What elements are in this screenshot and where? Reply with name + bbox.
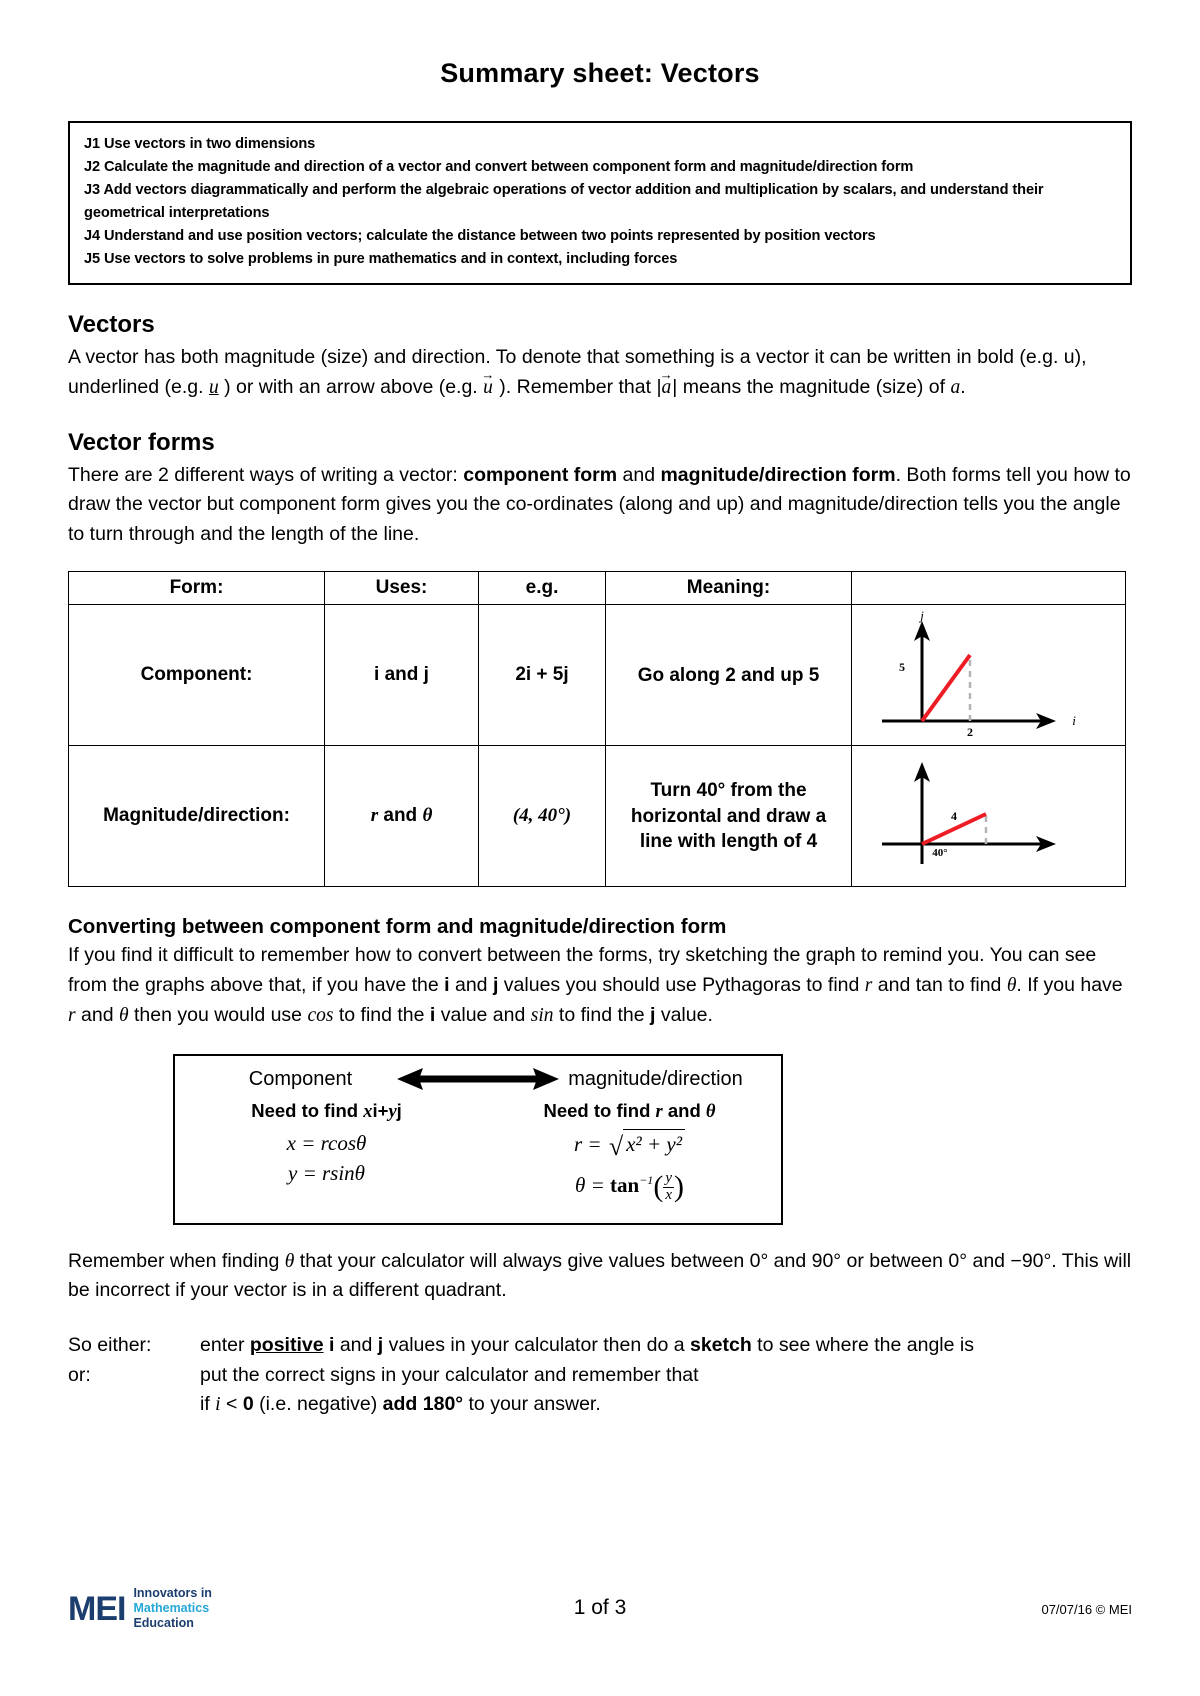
example-pair: (4, 40°) — [512, 805, 572, 827]
logo-tagline-line2: Mathematics — [133, 1601, 210, 1615]
text-run: that your calculator will always give values between 0° and 90° or between 0° and −90°. This will be incorrect if your vector is in a different quadrant. — [68, 1249, 1132, 1302]
logo-tagline-line1: Innovators in — [133, 1586, 212, 1600]
variable-y: y — [388, 1102, 397, 1123]
unit-vector-i: i — [372, 1100, 378, 1122]
text-run: and — [662, 1100, 706, 1122]
text-run: and — [75, 1003, 119, 1026]
paren-close: ) — [673, 1170, 684, 1204]
heading-converting: Converting between component form and magnitude/direction form — [68, 915, 727, 939]
either-or-block — [68, 1331, 1132, 1419]
logo-mark-text: MEI — [68, 1589, 126, 1628]
unit-vector-j: j — [492, 974, 499, 997]
row-label-magnitude-direction: Magnitude/direction: — [69, 746, 325, 887]
text-run: | means the magnitude (size) of — [672, 375, 951, 398]
objective-item: J5 Use vectors to solve problems in pure mathematics and in context, including forces — [84, 251, 678, 268]
objective-item: J3 Add vectors diagrammatically and perform the algebraic operations of vector addition and multiplication by scalars, and understand their geometrical interpretations — [84, 182, 1044, 222]
formula-x: x = rcosθ — [286, 1131, 367, 1156]
converting-paragraph — [68, 941, 1132, 1030]
heading-vectors: Vectors — [68, 311, 155, 339]
objective-item: J1 Use vectors in two dimensions — [84, 136, 316, 152]
x-tick-label: 2 — [967, 725, 973, 740]
text-run: if — [200, 1392, 216, 1415]
footer-copyright: 07/07/16 © MEI — [1041, 1602, 1132, 1617]
fraction-numerator: y — [665, 1170, 672, 1187]
column-header-diagram — [852, 572, 1126, 605]
y-tick-label: 5 — [899, 660, 905, 675]
unit-vector-i: i — [444, 974, 450, 997]
unit-vector-i: i — [429, 1003, 436, 1026]
fraction-denominator: x — [665, 1186, 672, 1203]
j-axis-label: j — [920, 611, 924, 624]
unit-vector-j: j — [377, 1334, 384, 1357]
column-header-meaning: Meaning: — [606, 572, 852, 605]
variable-theta: θ — [1006, 975, 1017, 997]
text-run: ) or with an arrow above (e.g. — [218, 375, 484, 398]
objective-item: J4 Understand and use position vectors; calculate the distance between two points represented by position vectors — [84, 228, 876, 245]
cell-meaning-magdir — [606, 746, 852, 887]
emphasis-add-180: add 180° — [382, 1392, 464, 1415]
objective-item: J2 Calculate the magnitude and direction of a vector and convert between component form and magnitude/direction form — [84, 159, 914, 176]
text-run: (i.e. negative) — [253, 1392, 383, 1415]
table-row — [69, 746, 1126, 887]
variable-theta: θ — [422, 805, 433, 827]
angle-label: 40° — [932, 847, 948, 860]
cell-diagram-magdir — [852, 746, 1126, 887]
text-run: Need to find — [543, 1100, 656, 1122]
text-run: Need to find — [251, 1100, 364, 1122]
text-run: There are 2 different ways of writing a vector: — [68, 463, 464, 486]
unit-vector-i: i — [374, 664, 380, 686]
or-line-1: put the correct signs in your calculator and remember that — [200, 1363, 699, 1386]
text-run: to your answer. — [463, 1392, 601, 1415]
double-arrow-icon — [393, 1066, 563, 1092]
meaning-text: Turn 40° from the horizontal and draw a line with length of 4 — [630, 779, 827, 853]
text-run: and tan to find — [872, 974, 1007, 997]
either-value — [200, 1331, 1132, 1360]
length-label: 4 — [951, 809, 957, 824]
table-header-row — [69, 572, 1126, 605]
text-run: θ = — [575, 1173, 611, 1198]
column-header-uses: Uses: — [325, 572, 479, 605]
text-run: . — [960, 375, 966, 398]
logo-tagline-line3: Education — [133, 1616, 194, 1630]
formula-y: y = rsinθ — [288, 1161, 365, 1186]
or-line-2 — [200, 1390, 1132, 1419]
text-run: Remember when finding — [68, 1249, 285, 1272]
unit-vector-i: i — [328, 1334, 335, 1357]
component-vector-diagram — [862, 611, 1115, 739]
cell-uses-component — [325, 605, 479, 746]
variable-theta: θ — [118, 1004, 129, 1026]
either-key: So either: — [68, 1334, 152, 1357]
square-root — [607, 1129, 685, 1166]
conversion-columns — [175, 1100, 781, 1209]
cell-meaning-component — [606, 605, 852, 746]
emphasis-positive: positive — [249, 1334, 324, 1357]
text-run: < — [220, 1392, 243, 1415]
text-run: and — [334, 1334, 378, 1357]
conversion-label-component: Component — [248, 1067, 353, 1090]
a-with-arrow: a → — [662, 377, 673, 398]
text-run: . Both forms tell you how to draw the vector but component form gives you the co-ordinates (along and up) and magnitude/direction tells you the angle to turn through and the length of the line. — [68, 463, 1131, 545]
i-axis-label: i — [1072, 713, 1076, 729]
variable-i: i — [215, 1393, 221, 1415]
text-run: and — [449, 974, 493, 997]
table-row — [69, 605, 1126, 746]
function-sin: sin — [530, 1004, 554, 1026]
text-run: and — [379, 664, 424, 686]
page-footer — [68, 1586, 1132, 1642]
text-run: If you find it difficult to remember how to convert between the forms, try sketching the graph to remind you. You can see from the graphs above that, if you have the — [68, 944, 1097, 997]
cell-diagram-component — [852, 605, 1126, 746]
formula-r — [478, 1129, 781, 1166]
conversion-header-row — [175, 1066, 781, 1092]
text-run: and — [617, 463, 661, 486]
text-run: values in your calculator then do a — [383, 1334, 690, 1357]
emphasis-sketch: sketch — [689, 1334, 752, 1357]
u-with-arrow: u → — [483, 377, 494, 398]
meaning-text: Go along 2 and up 5 — [637, 664, 820, 686]
left-need-line — [175, 1100, 478, 1123]
underlined-u: u — [208, 376, 219, 398]
conversion-box — [173, 1054, 783, 1225]
variable-theta: θ — [284, 1250, 295, 1272]
right-need-line — [478, 1100, 781, 1123]
vector-forms-table — [68, 571, 1126, 887]
heading-vector-forms: Vector forms — [68, 428, 215, 456]
text-run: to find the — [333, 1003, 430, 1026]
text-run: then you would use — [128, 1003, 308, 1026]
unit-vector-j: j — [396, 1100, 402, 1122]
variable-r: r — [655, 1102, 663, 1123]
emphasis-component-form: component form — [463, 463, 618, 486]
component-diagram-svg — [862, 611, 1115, 739]
or-value — [200, 1361, 1132, 1420]
variable-theta: θ — [705, 1102, 716, 1123]
radicand: x² + y² — [623, 1129, 685, 1160]
conversion-column-left — [175, 1100, 478, 1209]
cell-example-magdir — [479, 746, 606, 887]
radical-sign: √ — [608, 1132, 624, 1162]
page-title: Summary sheet: Vectors — [440, 58, 760, 88]
a-variable: a — [950, 376, 961, 398]
inverse-exponent: −1 — [639, 1173, 654, 1188]
column-header-eg: e.g. — [479, 572, 606, 605]
variable-r: r — [864, 975, 873, 997]
text-run: enter — [200, 1334, 250, 1357]
fraction-y-over-x — [663, 1171, 674, 1204]
text-run: and — [378, 805, 423, 827]
text-run: . If you have — [1016, 974, 1123, 997]
text-run: values you should use Pythagoras to find — [498, 974, 865, 997]
column-header-form: Form: — [69, 572, 325, 605]
paren-open: ( — [653, 1170, 664, 1204]
cell-example-component: 2i + 5j — [479, 605, 606, 746]
text-run: value and — [435, 1003, 531, 1026]
magdir-vector-diagram — [862, 752, 1115, 880]
variable-r: r — [68, 1004, 76, 1026]
text-run: to find the — [553, 1003, 650, 1026]
text-run: value. — [655, 1003, 713, 1026]
value-zero: 0 — [242, 1392, 254, 1415]
vectors-paragraph — [68, 343, 1132, 402]
text-run: to see where the angle is — [751, 1334, 974, 1357]
text-run: A vector has both magnitude (size) and direction. To denote that something is a vector it can be written in bold (e.g. u), underlined (e.g. — [68, 346, 1087, 398]
vector-forms-paragraph — [68, 461, 1132, 550]
formula-theta — [478, 1166, 781, 1209]
remember-note — [68, 1247, 1132, 1306]
or-key: or: — [68, 1363, 91, 1386]
unit-vector-j: j — [423, 664, 429, 686]
conversion-label-magdir: magnitude/direction — [568, 1067, 743, 1090]
text-run: + — [377, 1100, 389, 1122]
text-run: r = — [573, 1132, 607, 1157]
magdir-diagram-svg — [862, 752, 1115, 880]
unit-vector-j: j — [650, 1003, 656, 1026]
text-run: ). Remember that | — [493, 375, 662, 398]
row-label-component: Component: — [69, 605, 325, 746]
cell-uses-magdir — [325, 746, 479, 887]
conversion-column-right — [478, 1100, 781, 1209]
function-cos: cos — [307, 1004, 334, 1026]
variable-r: r — [370, 805, 379, 827]
objectives-box — [68, 121, 1132, 285]
page-number: 1 of 3 — [573, 1596, 627, 1619]
variable-x: x — [363, 1102, 373, 1123]
emphasis-magdir-form: magnitude/direction form — [660, 463, 896, 486]
function-tan: tan — [610, 1173, 640, 1198]
